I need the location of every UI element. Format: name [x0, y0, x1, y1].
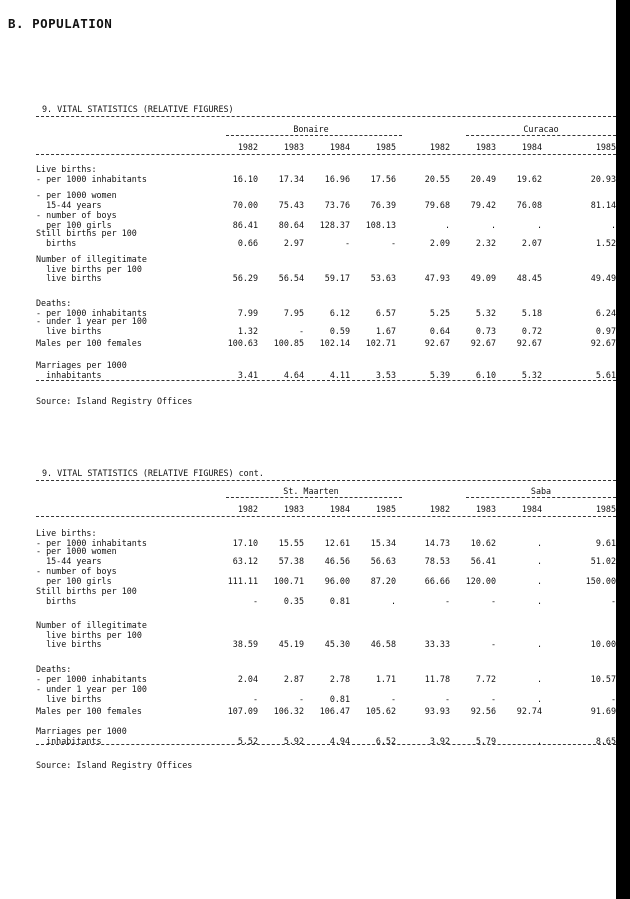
value-cell: 5.92 [283, 735, 304, 746]
value-cell: 10.57 [590, 673, 616, 684]
value-cell: 0.73 [475, 325, 496, 336]
row-label: - under 1 year per 100 [36, 684, 147, 694]
table-title: 9. VITAL STATISTICS (RELATIVE FIGURES) [42, 104, 234, 114]
header-rule-top [36, 480, 616, 481]
row-label: live births [36, 639, 102, 649]
row-label: - number of boys [36, 566, 117, 576]
vital-statistics-table-1 [36, 104, 616, 414]
row-label: Live births: [36, 164, 97, 174]
value-cell: 2.04 [237, 673, 258, 684]
row-label: Deaths: [36, 298, 72, 308]
value-cell: 0.81 [329, 693, 350, 704]
value-cell: 6.57 [375, 307, 396, 318]
value-cell: 107.09 [227, 706, 258, 716]
value-cell: - [490, 639, 496, 649]
value-cell: 14.73 [424, 537, 450, 548]
source-note: Source: Island Registry Offices [36, 396, 193, 406]
value-cell: 9.61 [595, 537, 616, 548]
row-label: Deaths: [36, 664, 72, 674]
value-cell: 2.87 [283, 673, 304, 684]
value-cell: 91.69 [590, 706, 616, 716]
value-cell: 2.78 [329, 673, 350, 684]
vital-statistics-table-2 [36, 468, 616, 778]
value-cell: 63.12 [232, 555, 258, 566]
row-label: live births [36, 693, 102, 704]
value-cell: . [610, 219, 616, 230]
value-cell: 10.00 [590, 639, 616, 649]
value-cell: 102.14 [319, 338, 350, 348]
value-cell: 57.38 [278, 555, 304, 566]
value-cell: 78.53 [424, 555, 450, 566]
region-underline [466, 135, 616, 136]
value-cell: . [536, 575, 542, 586]
row-label: Still births per 100 [36, 228, 137, 238]
table-title: 9. VITAL STATISTICS (RELATIVE FIGURES) cont. [42, 468, 264, 478]
value-cell: 93.93 [424, 706, 450, 716]
row-label: per 100 girls [36, 219, 112, 230]
row-label: births [36, 237, 77, 248]
value-cell: 106.47 [319, 706, 350, 716]
row-label: inhabitants [36, 369, 102, 380]
row-label: live births [36, 273, 102, 283]
value-cell: 79.42 [470, 199, 496, 210]
value-cell: 0.64 [429, 325, 450, 336]
row-label: Marriages per 1000 [36, 360, 127, 370]
value-cell: . [490, 219, 496, 230]
value-cell: 1.71 [375, 673, 396, 684]
value-cell: 19.62 [516, 173, 542, 184]
value-cell: 0.81 [329, 595, 350, 606]
year-header: 1982 [237, 142, 258, 152]
value-cell: 6.24 [595, 307, 616, 318]
value-cell: 120.00 [465, 575, 496, 586]
header-rule-top [36, 116, 616, 117]
value-cell: 81.14 [590, 199, 616, 210]
year-header: 1983 [475, 504, 496, 514]
value-cell: 16.96 [324, 173, 350, 184]
row-label: Number of illegitimate [36, 254, 147, 264]
value-cell: 47.93 [424, 273, 450, 283]
value-cell: 79.68 [424, 199, 450, 210]
value-cell: - [390, 237, 396, 248]
value-cell: 128.37 [319, 219, 350, 230]
value-cell: 2.09 [429, 237, 450, 248]
value-cell: 56.54 [278, 273, 304, 283]
row-label: - per 1000 inhabitants [36, 673, 147, 684]
region-header: Curacao [523, 124, 559, 134]
value-cell: 106.32 [273, 706, 304, 716]
value-cell: 6.52 [375, 735, 396, 746]
year-header: 1983 [475, 142, 496, 152]
value-cell: . [390, 595, 396, 606]
year-header: 1985 [595, 504, 616, 514]
value-cell: 150.00 [585, 575, 616, 586]
value-cell: 7.72 [475, 673, 496, 684]
year-header: 1982 [237, 504, 258, 514]
row-label: - per 1000 inhabitants [36, 537, 147, 548]
value-cell: 100.85 [273, 338, 304, 348]
value-cell: 70.00 [232, 199, 258, 210]
row-label: per 100 girls [36, 575, 112, 586]
row-label: 15-44 years [36, 555, 102, 566]
value-cell: 49.49 [590, 273, 616, 283]
row-label: - per 1000 inhabitants [36, 307, 147, 318]
value-cell: 100.71 [273, 575, 304, 586]
region-header: Saba [530, 486, 552, 496]
row-label: - per 1000 women [36, 546, 117, 556]
value-cell: 20.55 [424, 173, 450, 184]
value-cell: 5.18 [521, 307, 542, 318]
value-cell: 4.11 [329, 369, 350, 380]
value-cell: 0.72 [521, 325, 542, 336]
value-cell: 17.10 [232, 537, 258, 548]
value-cell: 6.12 [329, 307, 350, 318]
value-cell: 92.67 [470, 338, 496, 348]
value-cell: 3.41 [237, 369, 258, 380]
row-label: Males per 100 females [36, 338, 142, 348]
value-cell: 3.53 [375, 369, 396, 380]
value-cell: 75.43 [278, 199, 304, 210]
value-cell: 100.63 [227, 338, 258, 348]
value-cell: 87.20 [370, 575, 396, 586]
value-cell: 1.52 [595, 237, 616, 248]
row-label: Males per 100 females [36, 706, 142, 716]
value-cell: 0.66 [237, 237, 258, 248]
value-cell: 20.93 [590, 173, 616, 184]
value-cell: 96.00 [324, 575, 350, 586]
value-cell: 10.62 [470, 537, 496, 548]
value-cell: . [536, 595, 542, 606]
value-cell: 73.76 [324, 199, 350, 210]
value-cell: 45.19 [278, 639, 304, 649]
value-cell: - [344, 237, 350, 248]
table-bottom-rule [36, 380, 616, 381]
row-label: live births per 100 [36, 263, 142, 274]
value-cell: 59.17 [324, 273, 350, 283]
region-underline [226, 497, 402, 498]
value-cell: 111.11 [227, 575, 258, 586]
value-cell: 1.32 [237, 325, 258, 336]
row-label: live births [36, 325, 102, 336]
value-cell: 92.67 [516, 338, 542, 348]
value-cell: 15.34 [370, 537, 396, 548]
value-cell: . [536, 735, 542, 746]
value-cell: 66.66 [424, 575, 450, 586]
year-header: 1985 [375, 142, 396, 152]
value-cell: 6.10 [475, 369, 496, 380]
row-label: Live births: [36, 528, 97, 538]
value-cell: 51.02 [590, 555, 616, 566]
table-bottom-rule [36, 744, 616, 745]
value-cell: 2.97 [283, 237, 304, 248]
row-label: live births per 100 [36, 629, 142, 640]
value-cell: 15.55 [278, 537, 304, 548]
value-cell: 33.33 [424, 639, 450, 649]
value-cell: 49.09 [470, 273, 496, 283]
header-rule-bottom [36, 516, 616, 517]
value-cell: 3.92 [429, 735, 450, 746]
year-header: 1983 [283, 142, 304, 152]
value-cell: - [444, 595, 450, 606]
value-cell: 0.59 [329, 325, 350, 336]
year-header: 1984 [521, 142, 542, 152]
value-cell: 92.67 [590, 338, 616, 348]
row-label: - number of boys [36, 210, 117, 220]
value-cell: - [610, 595, 616, 606]
value-cell: . [536, 639, 542, 649]
value-cell: - [390, 693, 396, 704]
value-cell: - [444, 693, 450, 704]
value-cell: 11.78 [424, 673, 450, 684]
year-header: 1982 [429, 142, 450, 152]
value-cell: 76.39 [370, 199, 396, 210]
value-cell: . [444, 219, 450, 230]
value-cell: . [536, 673, 542, 684]
value-cell: 92.74 [516, 706, 542, 716]
row-label: - per 1000 women [36, 190, 117, 200]
section-title: B. POPULATION [8, 16, 113, 31]
value-cell: - [610, 693, 616, 704]
region-header: Bonaire [293, 124, 329, 134]
value-cell: 92.56 [470, 706, 496, 716]
row-label: 15-44 years [36, 199, 102, 210]
value-cell: 76.08 [516, 199, 542, 210]
year-header: 1985 [375, 504, 396, 514]
value-cell: 17.34 [278, 173, 304, 184]
value-cell: 53.63 [370, 273, 396, 283]
value-cell: 38.59 [232, 639, 258, 649]
year-header: 1984 [329, 504, 350, 514]
value-cell: 5.32 [475, 307, 496, 318]
value-cell: 7.99 [237, 307, 258, 318]
row-label: Number of illegitimate [36, 620, 147, 630]
year-header: 1982 [429, 504, 450, 514]
value-cell: 0.35 [283, 595, 304, 606]
value-cell: - [252, 693, 258, 704]
value-cell: 108.13 [365, 219, 396, 230]
row-label: - per 1000 inhabitants [36, 173, 147, 184]
value-cell: 46.56 [324, 555, 350, 566]
value-cell: . [536, 555, 542, 566]
value-cell: 56.41 [470, 555, 496, 566]
value-cell: - [490, 595, 496, 606]
value-cell: 5.61 [595, 369, 616, 380]
value-cell: 2.32 [475, 237, 496, 248]
year-header: 1985 [595, 142, 616, 152]
row-label: inhabitants [36, 735, 102, 746]
value-cell: 0.97 [595, 325, 616, 336]
value-cell: 5.32 [521, 369, 542, 380]
value-cell: 12.61 [324, 537, 350, 548]
value-cell: - [298, 693, 304, 704]
value-cell: 80.64 [278, 219, 304, 230]
value-cell: 86.41 [232, 219, 258, 230]
value-cell: - [298, 325, 304, 336]
year-header: 1984 [329, 142, 350, 152]
value-cell: 56.63 [370, 555, 396, 566]
value-cell: 7.95 [283, 307, 304, 318]
value-cell: . [536, 537, 542, 548]
source-note: Source: Island Registry Offices [36, 760, 193, 770]
page-edge-bar [616, 0, 630, 899]
region-header: St. Maarten [283, 486, 339, 496]
value-cell: 8.65 [595, 735, 616, 746]
region-underline [226, 135, 402, 136]
value-cell: - [252, 595, 258, 606]
row-label: births [36, 595, 77, 606]
value-cell: 20.49 [470, 173, 496, 184]
row-label: Still births per 100 [36, 586, 137, 596]
value-cell: 5.52 [237, 735, 258, 746]
value-cell: 1.67 [375, 325, 396, 336]
year-header: 1984 [521, 504, 542, 514]
value-cell: 5.25 [429, 307, 450, 318]
year-header: 1983 [283, 504, 304, 514]
value-cell: 56.29 [232, 273, 258, 283]
value-cell: 16.10 [232, 173, 258, 184]
value-cell: 105.62 [365, 706, 396, 716]
header-rule-bottom [36, 154, 616, 155]
value-cell: 17.56 [370, 173, 396, 184]
value-cell: 5.39 [429, 369, 450, 380]
row-label: - under 1 year per 100 [36, 316, 147, 326]
value-cell: . [536, 219, 542, 230]
value-cell: 92.67 [424, 338, 450, 348]
value-cell: . [536, 693, 542, 704]
region-underline [466, 497, 616, 498]
value-cell: 2.07 [521, 237, 542, 248]
value-cell: 4.94 [329, 735, 350, 746]
value-cell: 46.58 [370, 639, 396, 649]
value-cell: 4.64 [283, 369, 304, 380]
value-cell: 48.45 [516, 273, 542, 283]
value-cell: - [490, 693, 496, 704]
value-cell: 102.71 [365, 338, 396, 348]
value-cell: 45.30 [324, 639, 350, 649]
value-cell: 5.79 [475, 735, 496, 746]
row-label: Marriages per 1000 [36, 726, 127, 736]
